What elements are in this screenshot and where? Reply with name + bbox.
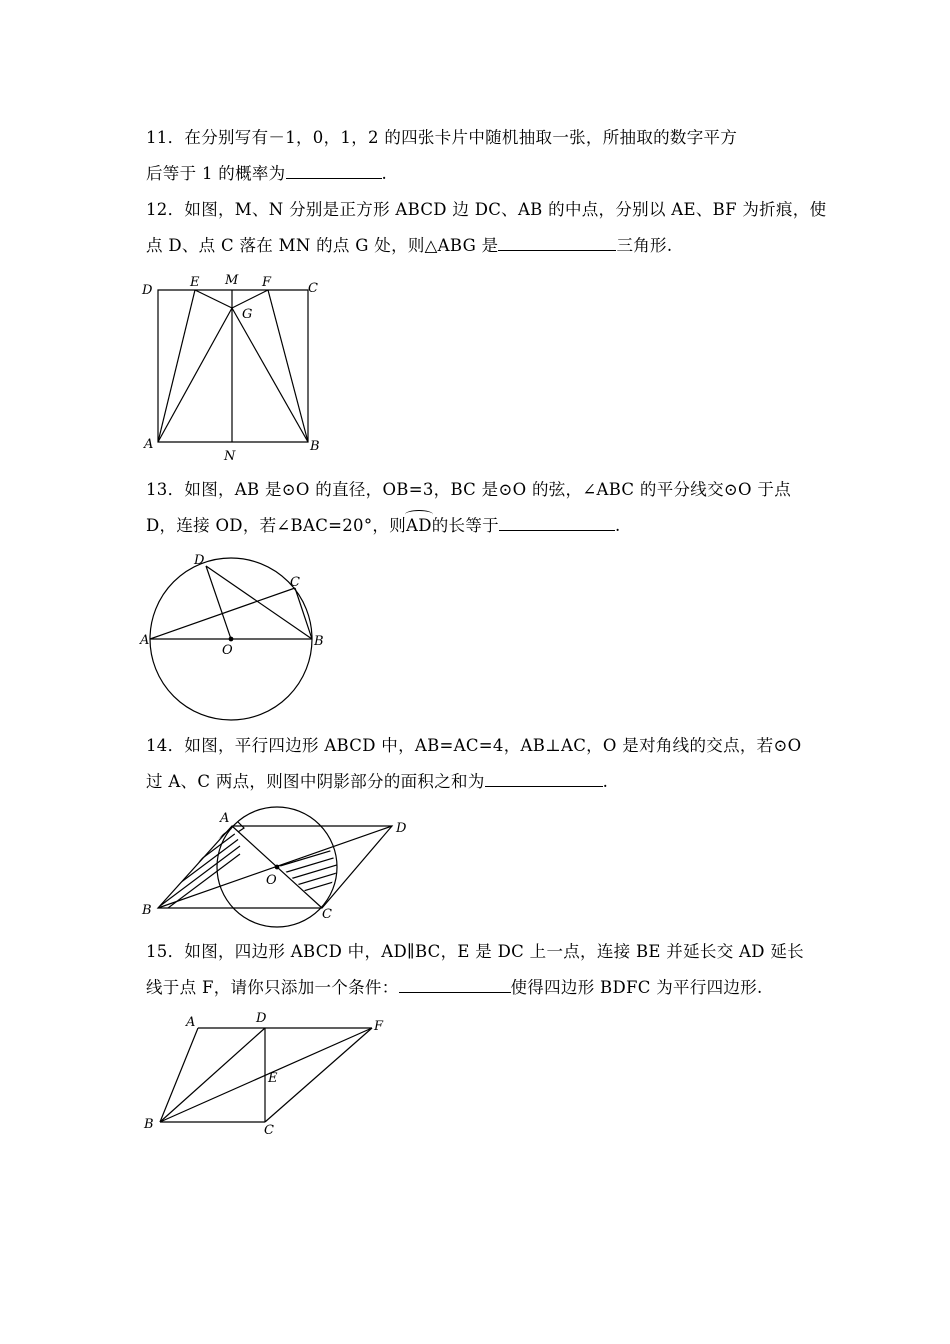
q12-segment-fg bbox=[232, 290, 268, 308]
q15-text-a: 线于点 F，请你只添加一个条件： bbox=[146, 978, 399, 997]
q12-segment-bf bbox=[268, 290, 308, 442]
q11-line2 bbox=[146, 164, 387, 184]
q12-line1: 12．如图，M、N 分别是正方形 ABCD 边 DC、AB 的中点，分别以 AE、BF 为折痕，使 bbox=[146, 200, 827, 219]
q11-text: 后等于 1 的概率为 bbox=[146, 164, 286, 183]
q12-label-d: D bbox=[142, 283, 153, 298]
q13-label-c: C bbox=[290, 575, 300, 590]
q12-label-a: A bbox=[144, 437, 154, 452]
q12-label-n: N bbox=[224, 449, 236, 464]
q13-arc-ad: AD bbox=[406, 516, 432, 535]
q15-label-c: C bbox=[264, 1123, 274, 1138]
q12-label-m: M bbox=[225, 273, 239, 288]
q12-label-c: C bbox=[308, 281, 318, 296]
q12-line2 bbox=[146, 236, 672, 256]
q15-text-b: 使得四边形 BDFC 为平行四边形. bbox=[510, 978, 763, 997]
q13-chord-bc bbox=[295, 588, 312, 639]
q12-label-e: E bbox=[190, 275, 200, 290]
q14-right-angle-mark bbox=[238, 822, 244, 832]
q12-answer-blank[interactable] bbox=[498, 236, 616, 251]
q13-answer-blank[interactable] bbox=[499, 516, 615, 531]
q14-line1: 14．如图，平行四边形 ABCD 中，AB=AC=4，AB⊥AC，O 是对角线的交点，若⊙O bbox=[146, 736, 802, 755]
q12-square-figure bbox=[140, 268, 340, 468]
q14-label-a: A bbox=[220, 811, 230, 826]
q13-line2 bbox=[146, 516, 621, 536]
q15-label-b: B bbox=[144, 1117, 154, 1132]
q12-segment-eg bbox=[195, 290, 232, 308]
q12-end: 三角形. bbox=[616, 236, 673, 255]
q13-segment-od bbox=[206, 566, 231, 639]
q13-center-dot bbox=[229, 637, 233, 641]
q15-segment-bd bbox=[160, 1028, 265, 1122]
q12-segment-bg bbox=[232, 308, 308, 442]
q13-circle-figure bbox=[140, 550, 340, 725]
q15-answer-blank[interactable] bbox=[399, 978, 511, 993]
q12-segment-ag bbox=[158, 308, 232, 442]
q14-label-c: C bbox=[322, 907, 332, 922]
q11-line1: 11．在分别写有－1，0，1，2 的四张卡片中随机抽取一张，所抽取的数字平方 bbox=[146, 128, 738, 147]
q14-label-b: B bbox=[142, 903, 152, 918]
q14-answer-blank[interactable] bbox=[485, 772, 603, 787]
q15-label-a: A bbox=[186, 1015, 196, 1030]
q12-label-f: F bbox=[262, 275, 272, 290]
q13-label-a: A bbox=[140, 633, 150, 648]
q11-answer-blank[interactable] bbox=[286, 164, 382, 179]
q12-square-abcd bbox=[158, 290, 308, 442]
q13-line1: 13．如图，AB 是⊙O 的直径，OB=3，BC 是⊙O 的弦，∠ABC 的平分线交⊙O 于点 bbox=[146, 480, 791, 499]
q14-shaded-region-right bbox=[280, 848, 340, 898]
q14-parallelogram-figure bbox=[140, 806, 420, 926]
q14-shaded-region-left bbox=[160, 822, 240, 914]
q15-segment-cf bbox=[265, 1028, 372, 1122]
q14-line2 bbox=[146, 772, 608, 792]
q12-label-b: B bbox=[310, 439, 320, 454]
q14-label-d: D bbox=[396, 821, 407, 836]
q14-label-o: O bbox=[266, 873, 277, 888]
q12-segment-ae bbox=[158, 290, 195, 442]
q14-text: 过 A、C 两点，则图中阴影部分的面积之和为 bbox=[146, 772, 485, 791]
q13-label-d: D bbox=[194, 553, 205, 568]
q15-quadrilateral-figure bbox=[140, 1006, 400, 1136]
q15-label-f: F bbox=[374, 1019, 384, 1034]
q13-text-b: 的长等于 bbox=[431, 516, 499, 535]
q15-label-e: E bbox=[268, 1071, 278, 1086]
q12-label-g: G bbox=[242, 307, 253, 322]
q14-end: . bbox=[602, 772, 609, 791]
q15-line1: 15．如图，四边形 ABCD 中，AD∥BC，E 是 DC 上一点，连接 BE 并延长交 AD 延长 bbox=[146, 942, 804, 961]
q13-label-o: O bbox=[222, 643, 233, 658]
q13-text-a: D，连接 OD，若∠BAC=20°，则 bbox=[146, 516, 406, 535]
q11-end: . bbox=[381, 164, 388, 183]
q15-label-d: D bbox=[256, 1011, 267, 1026]
q15-line2 bbox=[146, 978, 763, 998]
q12-text: 点 D、点 C 落在 MN 的点 G 处，则△ABG 是 bbox=[146, 236, 499, 255]
q14-center-dot bbox=[275, 865, 279, 869]
q13-end: . bbox=[614, 516, 621, 535]
q13-label-b: B bbox=[314, 634, 324, 649]
